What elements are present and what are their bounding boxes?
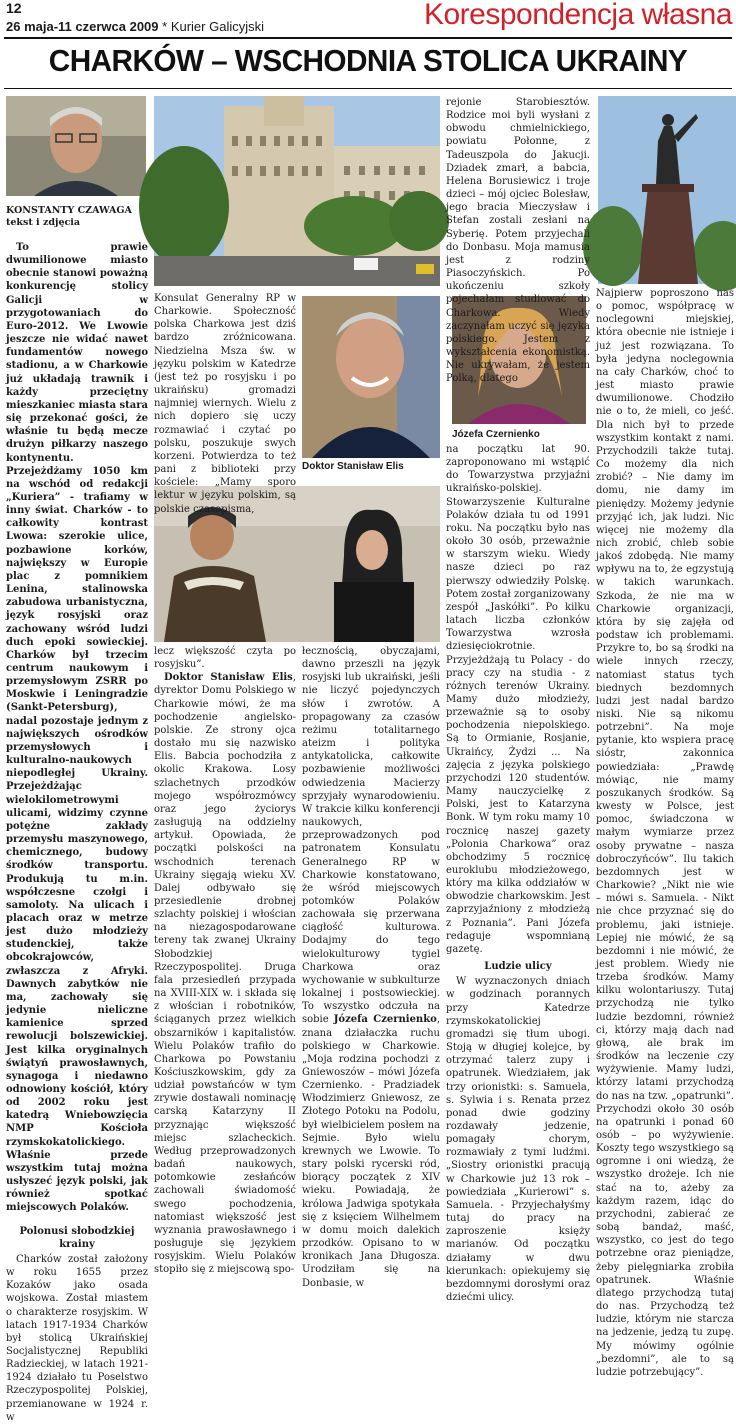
photo-kharkiv-building bbox=[154, 96, 440, 286]
header-rule bbox=[4, 37, 732, 39]
photo-stanislaw-elis bbox=[302, 296, 440, 458]
elis-name: Doktor Stanisław Elis bbox=[164, 672, 293, 684]
col2-elis-para bbox=[154, 671, 296, 1276]
author-photo bbox=[6, 96, 146, 196]
col3-text-a bbox=[302, 645, 440, 1290]
column-4-bottom bbox=[446, 443, 590, 1303]
subheading-ludzie-ulicy: Ludzie ulicy bbox=[484, 961, 552, 973]
col4-text-c: W wyznaczonych dniach w godzinach porannych przy Katedrze rzymskokatolickiej gromadzi się tłum ubogi. Stoją w długiej kolejce, by otrzymać talerz zupy i opatrunek. Wiedziałem, jak trzy orionistki: s. Samuela, s. Sylwia i s. Renata przez ponad dwie godziny rozdawały jedzenie, pomagały chorym, rozmawiały z tymi ludźmi. „Siostry orionistki pracują w Charkowie już 13 rok – powiedziała „Kurierowi” s. Samuela. - Przyjechałyśmy tutaj do pracy na zaproszenie księży marianów. Od początku działamy w dwu kierunkach: opiekujemy się bezdomnymi dorosłymi oraz dziećmi ulicy. bbox=[446, 976, 590, 1303]
author-role: tekst i zdjęcia bbox=[6, 217, 81, 228]
col4-top-text: rejonie Starobiesztów. Rodzice moi byli wysłani z obwodu chmielnickiego, powiatu Połonne, z Tadeuszpola do Jakucji. Dziadek zmarł, a babcia, Helena Borusiewicz i troje dzieci – mój ojciec Bolesław, jego bracia Mieczysław i Stefan zostali zesłani na Syberię. Potem przyjechali do Donbasu. Moja mamusia jest z rodziny Piasoczyńskich. Po ukończeniu szkoły pojechałam studiować do Charkowa. Wiedy zaczynałam uczyć się języka polskiego. Jestem z wykształcenia ekonomistką. Nie ukrywałam, że jestem Polką, dlatego bbox=[446, 97, 590, 385]
czernienko-name: Józefa Czernienko bbox=[333, 1014, 437, 1026]
column-5 bbox=[596, 287, 734, 1378]
elis-portrait-icon bbox=[302, 296, 440, 458]
subheading-polonusi: Polonusi słobodzkiej krainy bbox=[19, 1225, 135, 1250]
caption-elis: Doktor Stanisław Elis bbox=[302, 461, 404, 472]
monument-icon bbox=[598, 96, 736, 284]
column-1 bbox=[6, 205, 149, 1423]
col2-top-text: Konsulat Generalny RP w Charkowie. Społeczność polska Charkowa jest dziś bardzo zróżnicowana. Niedzielna Msza św. w języku polskim w Katedrze (jest też po rosyjsku i po ukraińsku) gromadzi najmniej wiernych. Wielu z nich dopiero się uczy rozmawiać i czytać po polsku, poszukuje swych korzeni. Potwierdza to też pani z biblioteki przy kościele: „Mamy sporo lektur w języku polskim, są polskie czasopisma, bbox=[154, 293, 296, 515]
publication-name: Kurier Galicyjski bbox=[170, 19, 264, 34]
lead-paragraph: To prawie dwumilionowe miasto obecnie stanowi poważną konkurencję stolicy Galicji w przygotowaniach do Euro-2012. We Lwowie jeszcze nie widać nawet fundamentów nowego stadionu, a w Charkowie już układają trawnik i każdy przeciętny mieszkaniec miasta stara się przekonać gości, że właśnie tu będą mecze drużyn piłkarzy naszego kontynentu. Przejeżdżamy 1050 km na wschód od redakcji „Kuriera” - trafiamy w inny świat. Charków - to całkowity kontrast Lwowa: szerokie ulice, pozbawione korków, największy w Europie plac z pomnikiem Lenina, stalinowska zabudowa urbanistyczna, język rosyjski oraz zachowany wśród ludzi duch epoki sowieckiej. Charków był trzecim centrum naukowym i przemysłowym ZSRR po Moskwie i Leningradzie (Sankt-Petersburg), nadal pozostaje jednym z największych ośrodków przemysłowych i kulturalno-naukowych niepodległej Ukrainy. Przejeżdżając wielokilometrowymi ulicami, widzimy czynne potężne zakłady przemysłu maszynowego, chemicznego, budowy środków transportu. Produkują tu m.in. współczesne czołgi i samoloty. Na ulicach i placach oraz w metrze jest dużo młodzieży studenckiej, także obcokrajowców, zwłaszcza z Afryki. Dawnych zabytków nie ma, zachowały się jedynie nieliczne kamienice sprzed rewolucji bolszewickiej. Jest kilka oryginalnych świątyń prawosławnych, synagoga i niedawno odnowiony kościół, który od 2002 roku jest katedrą Wniebowzięcia NMP Kościoła rzymskokatolickiego. Właśnie przede wszystkim tutaj można usłyszeć język polski, jak również spotkać miejscowych Polaków. bbox=[6, 242, 149, 1214]
date-separator: * bbox=[158, 19, 171, 34]
column-2-bottom bbox=[154, 645, 296, 1276]
building-icon bbox=[154, 96, 440, 286]
dates: 26 maja-11 czerwca 2009 bbox=[6, 19, 159, 34]
col3-text-a-body: łecznością, obyczajami, dawno przeszli na język rosyjski lub ukraiński, jeśli nie liczyć pojedynczych słów i zwrotów. A propagowany za czasów reżimu totalitarnego ateizm i polityka antykatolicka, całkowite pozbawienie możliwości odwiedzenia Macierzy sprzyjały wynarodowieniu. W trakcie kilku konferencji naukowych, przeprowadzonych pod patronatem Konsulatu Generalnego RP w Charkowie konstatowano, że wśród miejscowych potomków Polaków zachowała się przerwana ciągłość kulturowa. Dodajmy do tego wielokulturowy tygiel Charkowa oraz wychowanie w subkulturze lokalnej i postsowieckiej. To wszystko odczuła na sobie bbox=[302, 646, 440, 1026]
section-title: Korespondencja własna bbox=[423, 0, 732, 31]
headline-rule bbox=[4, 88, 732, 89]
col5-text: Najpierw poproszono nas o pomoc, współpracę w noclegowni miejskiej, która obecnie nie istnieje i już jest rozwiązana. To była jedyna noclegownia na cały Charków, choć to jest miasto prawie dwumilionowe. Chodziło nie o to, że mieli, co jeść. Dla nich był to przede wszystkim kontakt z nami. Przychodzili także tutaj. Co możemy dla nich zrobić? – Nie damy im domu, nie damy im pieniędzy. Możemy jedynie przyjąć ich, jak ludzi. Nic więcej nie możemy dla nich zrobić, chleb sobie jakoś zdobędą. Nie mamy wpływu na to, że egzystują w takich warunkach. Szkoda, że nie ma w Charkowie organizacji, która by się zajęła od podstaw ich problemami. Przykre to, bo są środki na wiele innych rzeczy, natomiast status tych biednych bezdomnych ludzi jest nadal bardzo niski. Nie są nikomu potrzebni”. Na moje pytanie, kto wspiera pracę sióstr, zakonnica powiedziała: „Prawdę mówiąc, nie mamy poszukanych środków. Są kwesty w Polsce, jest pomoc, świadczona w małym wymiarze przez osoby prywatne – nasza dobroczyńców”. Ilu takich bezdomnych jest w Charkowie? „Nikt nie wie – mówi s. Samuela. - Nikt nie chce przyznać się do problemu, jaki istnieje. Lepiej nie mówić, że są bezdomni i nie mówić, że jest problem. Wiedy nie trzeba środków. Mamy kilku wolontariuszy. Tutaj przychodzą nie tylko ludzie bezdomni, również ci, którzy mają dach nad głową, ale brak im środków na leczenie czy wyżywienie. Mamy ludzi, którzy latami przychodzą do nas na tzw. „opatrunki”. Przychodzi około 30 osób na opatrunki i ponad 60 osób – po wyżywienie. Koszty tego wszystkiego są ogromne i oni wiedzą, że wszystko drożeje. Ich nie stać na to, ażeby za każdym razem, idąc do przychodni, zabierać ze sobą bandaż, maść, wszystko, co jest do tego potrzebne oraz pieniądze, żeby pielęgniarka zrobiła opatrunek. Właśnie dlatego przychodzą tutaj do nas. Przychodzą też ludzie, którym nie starcza na jedzenie, jedzą tu zupę. My mówimy ogólnie „bezdomni”, ale to są ludzie potrzebujący”. bbox=[596, 288, 734, 1378]
col1-text: Charków został założony w roku 1655 przez Kozaków jako osada wojskowa. Został miastem o charakterze rosyjskim. W latach 1917-1934 Charków był stolicą Ukraińskiej Socjalistycznej Republiki Radzieckiej, w latach 1921-1924 działało tu Poselstwo Rzeczypospolitej Polskiej, przemianowane w 1924 r. w bbox=[6, 1253, 148, 1423]
author-name: KONSTANTY CZAWAGA bbox=[6, 205, 132, 216]
page-header bbox=[0, 0, 736, 38]
page-number: 12 bbox=[6, 0, 22, 16]
headline: CHARKÓW – WSCHODNIA STOLICA UKRAINY bbox=[48, 43, 688, 78]
column-2-top bbox=[154, 292, 296, 515]
col3-text-a-rest: , znana działaczka ruchu polskiego w Charkowie. „Moja rodzina pochodzi z Gniewoszów – mówi Józefa Czernienko. - Pradziadek Włodzimierz Gniewosz, ze Złotego Potoku na Podolu, był wielbicielem posłem na Sejmie. Było wielu krewnych we Lwowie. To stary polski rycerski ród, biorący początek z XIV wieku. Powiadają, że królowa Jadwiga spotykała się z księciem Wilhelmem w domu moich dalekich przodków. Opisano to w kronikach Jana Długosza. Urodziłam się na Donbasie, w bbox=[302, 1014, 440, 1289]
caption-czernienko: Józefa Czernienko bbox=[452, 429, 540, 440]
col2-quote-end: lecz większość czyta po rosyjsku”. bbox=[154, 646, 296, 671]
issue-dates bbox=[6, 19, 264, 34]
col2-elis-text: , dyrektor Domu Polskiego w Charkowie mówi, że ma pochodzenie angielsko-polskie. Ze strony ojca dostało mu się nazwisko Elis. Babcia pochodziła z okolic Krakowa. Losy szlachetnych przodków mojego współrozmówcy oraz jego życiorys zasługują na oddzielny artykuł. Opowiada, że początki polskości na wschodnich terenach Ukrainy sięgają wieku XV. Dalej odbywało się przesiedlenie drobnej szlachty polskiej i włościan na niezagospodarowane tereny tak zwanej Ukrainy Słobodzkiej Rzeczypospolitej. Druga fala przesiedleń przypada na XVIII-XIX w. i składa się z włościan i robotników, ściąganych przez wielkich obszarników i kapitalistów. Wielu Polaków trafiło do Charkowa po Powstaniu Kościuszkowskim, gdy za udział powstańców w tym zrywie dostawali nominację carską Katarzyny II przyznając większość miejsc szlacheckich. Według przeprowadzonych badań naukowych, potomkowie zesłańców zachowali świadomość swego pochodzenia, natomiast większość jest wyznania prawosławnego i posługuje się językiem rosyjskim. Wielu Polaków stopiło się z miejscową spo- bbox=[154, 672, 296, 1276]
portrait-icon bbox=[6, 96, 146, 196]
col4-text-b: na początku lat 90. zaproponowano mi wstąpić do Towarzystwa przyjaźni ukraińsko-polskiej. Stowarzyszenie Kulturalne Polaków działa tu od 1991 roku. Na początku było nas około 30 osób, przeważnie w starszym wieku. Wiedy nasze dzieci po raz pierwszy odwiedziły Polskę. Potem został zorganizowany zespół „Jaskółki”. Po kilku latach liczba członków Towarzystwa wzrosła dziesięciokrotnie. Przyjeżdżają tu Polacy - do pracy czy na studia - z różnych terenów Ukrainy. Mamy dużo młodzieży, przeważnie są to osoby pochodzenia niepolskiego. Są to Ormianie, Rosjanie, Ukraińcy, Żydzi ... Na zajęcia z języka polskiego przychodzi 120 studentów. Mamy nauczycielkę z Polski, jest to Katarzyna Bonk. W tym roku mamy 10 rocznicę naszej gazety „Polonia Charkowa” oraz obchodzimy 5 rocznicę euroklubu młodzieżowego, który ma kilka oddziałów w obwodzie charkowskim. Jest zaprzyjaźniony z młodzieżą z Poznania”. Pani Józefa redaguje wspomnianą gazetę. bbox=[446, 444, 590, 955]
column-3 bbox=[302, 645, 440, 1289]
column-4-top bbox=[446, 96, 590, 385]
photo-lenin-monument bbox=[598, 96, 736, 284]
